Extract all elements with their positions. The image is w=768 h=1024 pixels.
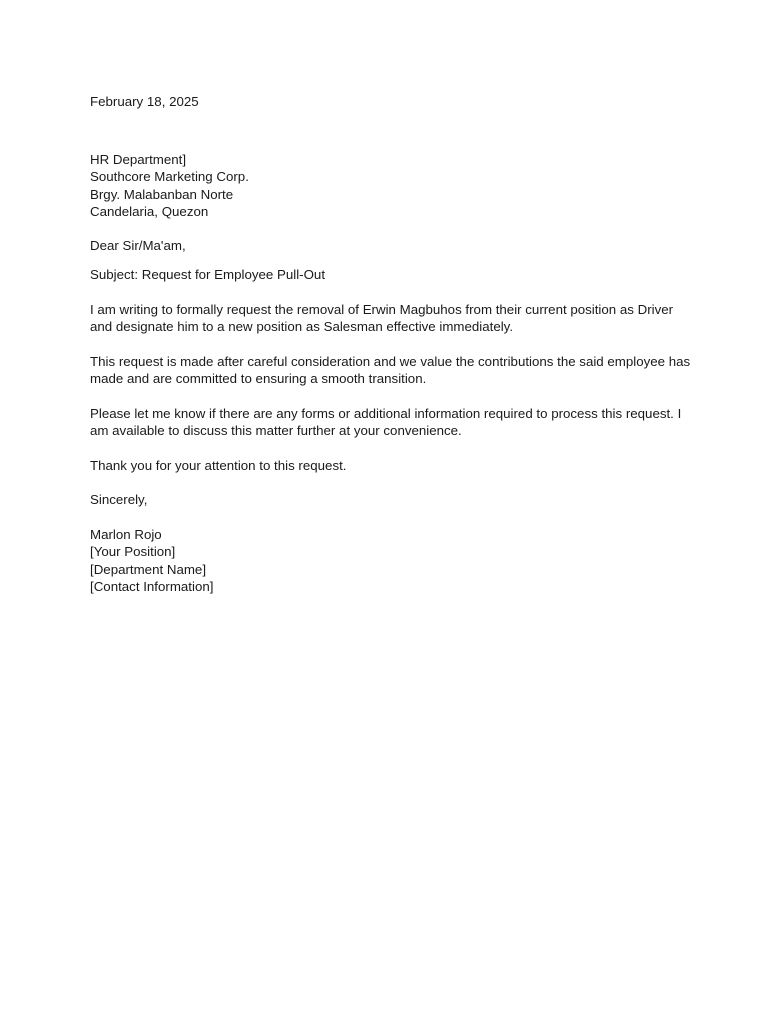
letter-date [90,93,680,111]
body-paragraph-1-line-1: I am writing to formally request the removal of Erwin Magbuhos from their current position as Driver [90,301,674,317]
date-text: February 18, 2025 [90,94,199,109]
body-paragraph-1-line-2: and designate him to a new position as Salesman effective immediately. [90,319,514,334]
body-paragraph-2-line-1: This request is made after careful consideration and we value the contributions the said employee has [90,353,691,369]
subject-text: Subject: Request for Employee Pull-Out [90,267,326,282]
signer-name: Marlon Rojo [90,526,162,542]
signer-contact: [Contact Information] [90,579,214,594]
body-paragraph-1 [90,301,680,336]
closing [90,491,680,509]
closing-text: Sincerely, [90,492,148,507]
thank-you-text: Thank you for your attention to this request. [90,457,347,473]
signer-department: [Department Name] [90,561,207,577]
body-paragraph-3-line-2: am available to discuss this matter further at your convenience. [90,423,462,438]
body-paragraph-2 [90,353,691,388]
body-paragraph-3 [90,405,680,440]
body-paragraph-2-line-2: made and are committed to ensuring a smooth transition. [90,371,427,386]
body-paragraph-3-line-1: Please let me know if there are any forms or additional information required to process this request. I [90,405,682,421]
recipient-company: Southcore Marketing Corp. [90,169,249,184]
signature-block [90,526,680,596]
thank-you-line [90,457,680,475]
letter-body [90,93,691,596]
recipient-street: Brgy. Malabanban Norte [90,186,234,202]
recipient-department: HR Department] [90,151,187,167]
recipient-address-block [90,151,680,221]
salutation [90,237,680,255]
recipient-city: Candelaria, Quezon [90,204,209,219]
subject-line [90,266,680,284]
salutation-text: Dear Sir/Ma'am, [90,237,186,253]
signer-position: [Your Position] [90,544,176,559]
